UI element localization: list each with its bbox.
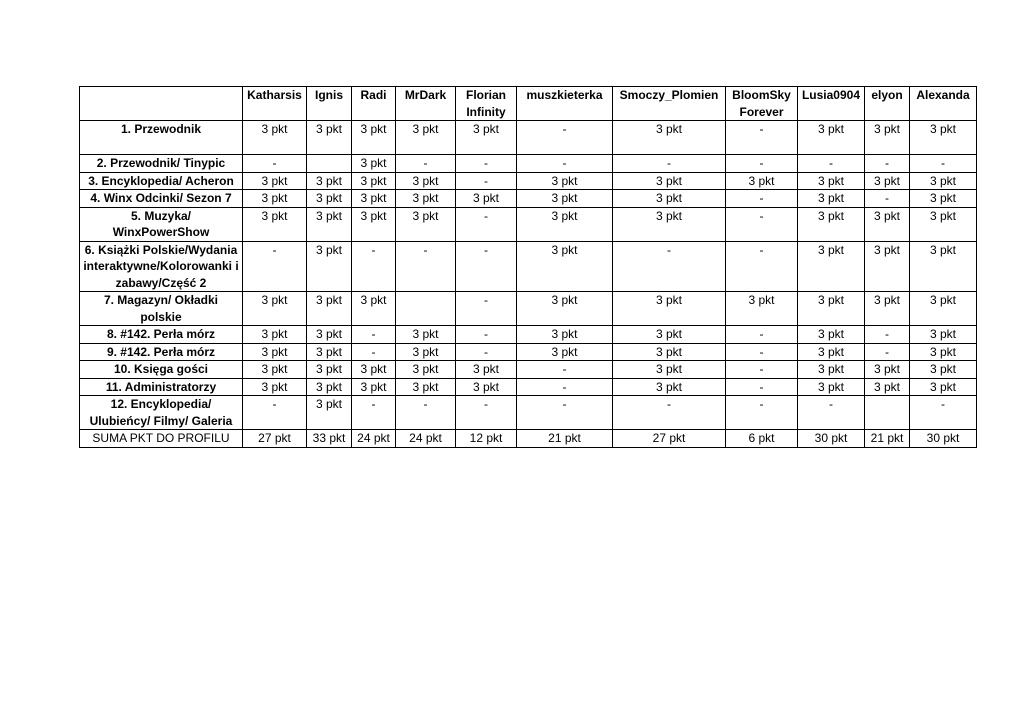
points-cell: 3 pkt [307, 343, 352, 361]
points-cell: - [456, 241, 517, 292]
points-cell: 3 pkt [352, 378, 396, 396]
points-cell: 3 pkt [726, 172, 798, 190]
points-cell: - [910, 155, 977, 173]
points-cell: 3 pkt [517, 343, 613, 361]
points-cell: - [352, 343, 396, 361]
points-cell: 3 pkt [798, 361, 865, 379]
points-cell: 3 pkt [726, 292, 798, 326]
points-cell: - [865, 155, 910, 173]
points-cell: 3 pkt [613, 361, 726, 379]
points-cell: 3 pkt [910, 121, 977, 155]
points-cell: - [726, 155, 798, 173]
column-header: Lusia0904 [798, 87, 865, 121]
points-cell: - [396, 241, 456, 292]
table-body [80, 121, 977, 448]
row-label: 11. Administratorzy [80, 378, 243, 396]
table-row [80, 207, 977, 241]
column-header: Ignis [307, 87, 352, 121]
points-cell: 3 pkt [352, 155, 396, 173]
points-cell: 3 pkt [798, 207, 865, 241]
corner-cell [80, 87, 243, 121]
points-cell: 3 pkt [396, 172, 456, 190]
sum-cell: 21 pkt [865, 430, 910, 448]
row-label: 9. #142. Perła mórz [80, 343, 243, 361]
points-cell: - [456, 292, 517, 326]
points-cell: 3 pkt [798, 241, 865, 292]
points-cell: - [865, 343, 910, 361]
column-header: Katharsis [243, 87, 307, 121]
points-cell: - [517, 121, 613, 155]
points-cell: 3 pkt [307, 396, 352, 430]
points-cell: - [352, 241, 396, 292]
sum-cell: 24 pkt [352, 430, 396, 448]
points-cell: 3 pkt [798, 292, 865, 326]
row-label: 12. Encyklopedia/ Ulubieńcy/ Filmy/ Galeria [80, 396, 243, 430]
points-cell: 3 pkt [910, 190, 977, 208]
points-cell: 3 pkt [396, 326, 456, 344]
points-cell: 3 pkt [517, 292, 613, 326]
points-cell: 3 pkt [910, 207, 977, 241]
points-cell: 3 pkt [910, 292, 977, 326]
sum-cell: 33 pkt [307, 430, 352, 448]
points-cell: - [517, 396, 613, 430]
points-cell: 3 pkt [910, 172, 977, 190]
table-row [80, 378, 977, 396]
points-cell: 3 pkt [910, 343, 977, 361]
sum-cell: 24 pkt [396, 430, 456, 448]
sum-cell: 30 pkt [798, 430, 865, 448]
points-cell: 3 pkt [865, 241, 910, 292]
points-cell: 3 pkt [352, 207, 396, 241]
points-cell: 3 pkt [517, 190, 613, 208]
table-row [80, 396, 977, 430]
points-cell: 3 pkt [243, 172, 307, 190]
points-cell: 3 pkt [396, 343, 456, 361]
points-cell: 3 pkt [243, 378, 307, 396]
points-cell: 3 pkt [243, 121, 307, 155]
column-header: Smoczy_Plomien [613, 87, 726, 121]
table-row [80, 121, 977, 155]
points-cell: - [456, 326, 517, 344]
sum-cell: 12 pkt [456, 430, 517, 448]
table-row [80, 155, 977, 173]
points-cell: 3 pkt [396, 207, 456, 241]
points-cell: 3 pkt [798, 326, 865, 344]
points-cell: - [613, 241, 726, 292]
points-cell: 3 pkt [798, 378, 865, 396]
sum-cell: 21 pkt [517, 430, 613, 448]
points-cell: - [352, 396, 396, 430]
points-cell: 3 pkt [613, 172, 726, 190]
points-cell: 3 pkt [517, 207, 613, 241]
points-cell: - [396, 155, 456, 173]
points-cell: 3 pkt [307, 326, 352, 344]
points-cell: 3 pkt [352, 190, 396, 208]
points-cell: 3 pkt [865, 207, 910, 241]
points-cell: - [726, 241, 798, 292]
points-cell: 3 pkt [517, 172, 613, 190]
points-cell: 3 pkt [910, 241, 977, 292]
points-cell: 3 pkt [243, 190, 307, 208]
points-cell: - [517, 155, 613, 173]
points-cell: 3 pkt [456, 190, 517, 208]
row-label: 2. Przewodnik/ Tinypic [80, 155, 243, 173]
points-cell: 3 pkt [865, 361, 910, 379]
points-cell: 3 pkt [307, 190, 352, 208]
points-cell: - [726, 396, 798, 430]
row-label: 5. Muzyka/ WinxPowerShow [80, 207, 243, 241]
table-row [80, 172, 977, 190]
points-cell: 3 pkt [910, 326, 977, 344]
table-row [80, 361, 977, 379]
points-cell: 3 pkt [352, 172, 396, 190]
points-cell: - [613, 155, 726, 173]
points-cell: 3 pkt [798, 190, 865, 208]
points-cell: - [910, 396, 977, 430]
sum-cell: 27 pkt [613, 430, 726, 448]
column-header: Florian Infinity [456, 87, 517, 121]
header-row [80, 87, 977, 121]
column-header: muszkieterka [517, 87, 613, 121]
points-cell: - [456, 343, 517, 361]
row-label: 1. Przewodnik [80, 121, 243, 155]
points-cell: 3 pkt [910, 378, 977, 396]
points-cell: 3 pkt [517, 241, 613, 292]
table-row [80, 292, 977, 326]
points-cell: 3 pkt [352, 361, 396, 379]
points-cell: 3 pkt [456, 378, 517, 396]
points-cell: 3 pkt [307, 241, 352, 292]
points-cell: - [396, 396, 456, 430]
column-header: Radi [352, 87, 396, 121]
points-cell: 3 pkt [307, 361, 352, 379]
points-cell: 3 pkt [243, 292, 307, 326]
row-label: 10. Księga gości [80, 361, 243, 379]
points-cell: 3 pkt [243, 207, 307, 241]
points-cell: 3 pkt [243, 361, 307, 379]
row-label: 3. Encyklopedia/ Acheron [80, 172, 243, 190]
points-cell: 3 pkt [613, 292, 726, 326]
points-cell: 3 pkt [307, 172, 352, 190]
points-table [79, 86, 977, 448]
table-row [80, 190, 977, 208]
points-cell: - [726, 326, 798, 344]
points-cell: 3 pkt [798, 172, 865, 190]
points-cell: 3 pkt [865, 378, 910, 396]
points-cell: - [243, 155, 307, 173]
points-cell: 3 pkt [613, 190, 726, 208]
points-cell: - [726, 190, 798, 208]
points-cell: 3 pkt [613, 343, 726, 361]
table-row [80, 343, 977, 361]
points-cell: 3 pkt [798, 121, 865, 155]
points-cell: - [456, 172, 517, 190]
points-cell: 3 pkt [243, 326, 307, 344]
points-cell: 3 pkt [865, 172, 910, 190]
points-cell: - [613, 396, 726, 430]
points-cell: 3 pkt [865, 292, 910, 326]
points-cell: - [243, 396, 307, 430]
sum-label: SUMA PKT DO PROFILU [80, 430, 243, 448]
points-cell: 3 pkt [613, 326, 726, 344]
points-cell: - [726, 378, 798, 396]
points-cell: - [456, 396, 517, 430]
points-cell: 3 pkt [396, 121, 456, 155]
points-cell: - [517, 361, 613, 379]
points-cell: 3 pkt [396, 378, 456, 396]
points-cell: 3 pkt [396, 190, 456, 208]
table-row [80, 241, 977, 292]
points-cell: - [726, 361, 798, 379]
points-cell: 3 pkt [243, 343, 307, 361]
points-cell: 3 pkt [396, 361, 456, 379]
points-cell: 3 pkt [613, 378, 726, 396]
sum-row [80, 430, 977, 448]
row-label: 4. Winx Odcinki/ Sezon 7 [80, 190, 243, 208]
points-cell: - [517, 378, 613, 396]
sum-cell: 30 pkt [910, 430, 977, 448]
points-cell [307, 155, 352, 173]
points-cell [865, 396, 910, 430]
points-cell: 3 pkt [307, 292, 352, 326]
points-cell: 3 pkt [352, 292, 396, 326]
points-cell: - [798, 155, 865, 173]
points-cell: - [865, 190, 910, 208]
points-cell: - [865, 326, 910, 344]
column-header: BloomSky Forever [726, 87, 798, 121]
points-cell: 3 pkt [613, 207, 726, 241]
row-label: 8. #142. Perła mórz [80, 326, 243, 344]
column-header: Alexanda [910, 87, 977, 121]
sum-cell: 27 pkt [243, 430, 307, 448]
points-cell: - [798, 396, 865, 430]
points-cell: 3 pkt [517, 326, 613, 344]
points-cell: 3 pkt [307, 378, 352, 396]
row-label: 7. Magazyn/ Okładki polskie [80, 292, 243, 326]
points-cell: 3 pkt [352, 121, 396, 155]
sum-cell: 6 pkt [726, 430, 798, 448]
points-cell: 3 pkt [613, 121, 726, 155]
points-cell: 3 pkt [456, 361, 517, 379]
points-cell: - [726, 207, 798, 241]
points-cell: - [726, 343, 798, 361]
points-cell: 3 pkt [910, 361, 977, 379]
row-label: 6. Książki Polskie/Wydania interaktywne/Kolorowanki i zabawy/Część 2 [80, 241, 243, 292]
points-cell: - [352, 326, 396, 344]
points-cell: 3 pkt [798, 343, 865, 361]
points-cell: - [243, 241, 307, 292]
points-cell: 3 pkt [307, 207, 352, 241]
points-cell: 3 pkt [865, 121, 910, 155]
points-cell: 3 pkt [456, 121, 517, 155]
points-cell: - [456, 155, 517, 173]
points-cell: - [726, 121, 798, 155]
column-header: MrDark [396, 87, 456, 121]
points-cell: - [456, 207, 517, 241]
column-header: elyon [865, 87, 910, 121]
table-row [80, 326, 977, 344]
points-cell: 3 pkt [307, 121, 352, 155]
points-cell [396, 292, 456, 326]
